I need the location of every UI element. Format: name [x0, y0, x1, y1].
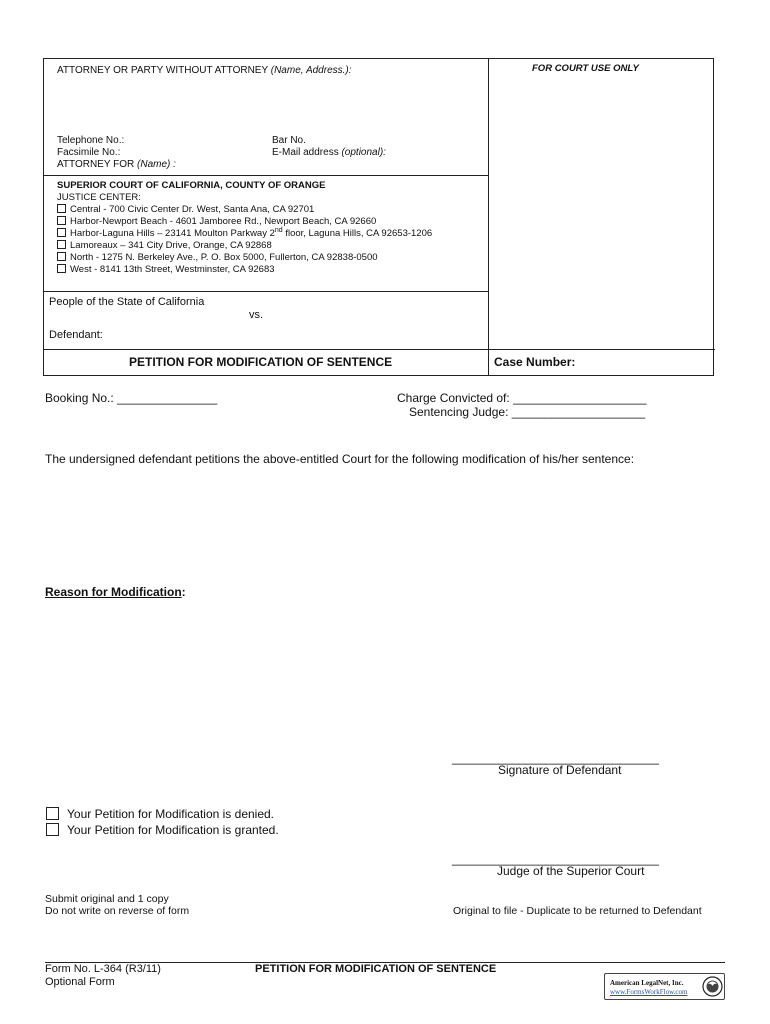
- vs-label: vs.: [249, 309, 264, 321]
- attorney-label: ATTORNEY OR PARTY WITHOUT ATTORNEY (Name, Address.):: [57, 65, 352, 76]
- form-title: PETITION FOR MODIFICATION OF SENTENCE: [129, 355, 393, 369]
- caption-divider: [488, 59, 489, 375]
- court-use-label: FOR COURT USE ONLY: [532, 63, 639, 74]
- justice-center-label: JUSTICE CENTER:: [57, 192, 141, 203]
- attorney-for-label: ATTORNEY FOR (Name) :: [57, 159, 176, 170]
- signature-line[interactable]: _______________________________: [452, 751, 659, 765]
- booking-field[interactable]: Booking No.: _______________: [45, 391, 218, 405]
- order-denied[interactable]: Your Petition for Modification is denied.: [46, 807, 274, 821]
- judge-signature-label: Judge of the Superior Court: [497, 864, 645, 878]
- defendant-label: Defendant:: [49, 329, 103, 341]
- judge-field[interactable]: Sentencing Judge: ____________________: [409, 405, 646, 419]
- signature-label: Signature of Defendant: [498, 763, 622, 777]
- rule: [44, 291, 488, 292]
- footer-title: PETITION FOR MODIFICATION OF SENTENCE: [255, 963, 497, 975]
- checkbox[interactable]: [57, 264, 66, 273]
- reason-heading: Reason for Modification:: [45, 585, 186, 599]
- center-option-lamoreaux[interactable]: Lamoreaux – 341 City Drive, Orange, CA 92868: [57, 240, 272, 252]
- order-granted[interactable]: Your Petition for Modification is granted.: [46, 823, 279, 837]
- charge-field[interactable]: Charge Convicted of: ____________________: [397, 391, 647, 405]
- rule: [44, 175, 488, 176]
- center-option-west[interactable]: West - 8141 13th Street, Westminster, CA 92683: [57, 264, 275, 276]
- original-note: Original to file - Duplicate to be returned to Defendant: [453, 905, 702, 917]
- telephone-label: Telephone No.:: [57, 135, 125, 146]
- checkbox[interactable]: [57, 252, 66, 261]
- checkbox[interactable]: [57, 240, 66, 249]
- submit-note: Submit original and 1 copy: [45, 893, 169, 905]
- checkbox[interactable]: [46, 823, 59, 836]
- optional-form-label: Optional Form: [45, 976, 115, 988]
- center-option-laguna[interactable]: Harbor-Laguna Hills – 23141 Moulton Parkway 2nd floor, Laguna Hills, CA 92653-1206: [57, 228, 432, 240]
- court-name: SUPERIOR COURT OF CALIFORNIA, COUNTY OF ORANGE: [57, 180, 326, 191]
- vendor-logo-icon: [702, 976, 723, 997]
- form-number: Form No. L-364 (R3/11): [45, 963, 161, 975]
- vendor-badge: [604, 973, 725, 1000]
- bar-no-label: Bar No.: [272, 135, 306, 146]
- vendor-link[interactable]: www.FormsWorkFlow.com: [610, 988, 688, 996]
- case-number-label: Case Number:: [494, 355, 576, 369]
- vendor-name: American LegalNet, Inc.: [610, 979, 684, 987]
- facsimile-label: Facsimile No.:: [57, 147, 121, 158]
- center-option-newport[interactable]: Harbor-Newport Beach - 4601 Jamboree Rd., Newport Beach, CA 92660: [57, 216, 376, 228]
- email-label: E-Mail address (optional):: [272, 147, 386, 158]
- rule: [44, 349, 715, 350]
- caption-box: [43, 58, 714, 376]
- petition-statement: The undersigned defendant petitions the above-entitled Court for the following modification of his/her sentence:: [45, 452, 635, 466]
- checkbox[interactable]: [46, 807, 59, 820]
- center-option-north[interactable]: North - 1275 N. Berkeley Ave., P. O. Box 5000, Fullerton, CA 92838-0500: [57, 252, 378, 264]
- judge-signature-line[interactable]: _______________________________: [452, 852, 659, 866]
- checkbox[interactable]: [57, 204, 66, 213]
- checkbox[interactable]: [57, 216, 66, 225]
- people-label: People of the State of California: [49, 296, 205, 308]
- reverse-note: Do not write on reverse of form: [45, 905, 190, 917]
- center-option-central[interactable]: Central - 700 Civic Center Dr. West, Santa Ana, CA 92701: [57, 204, 314, 216]
- checkbox[interactable]: [57, 228, 66, 237]
